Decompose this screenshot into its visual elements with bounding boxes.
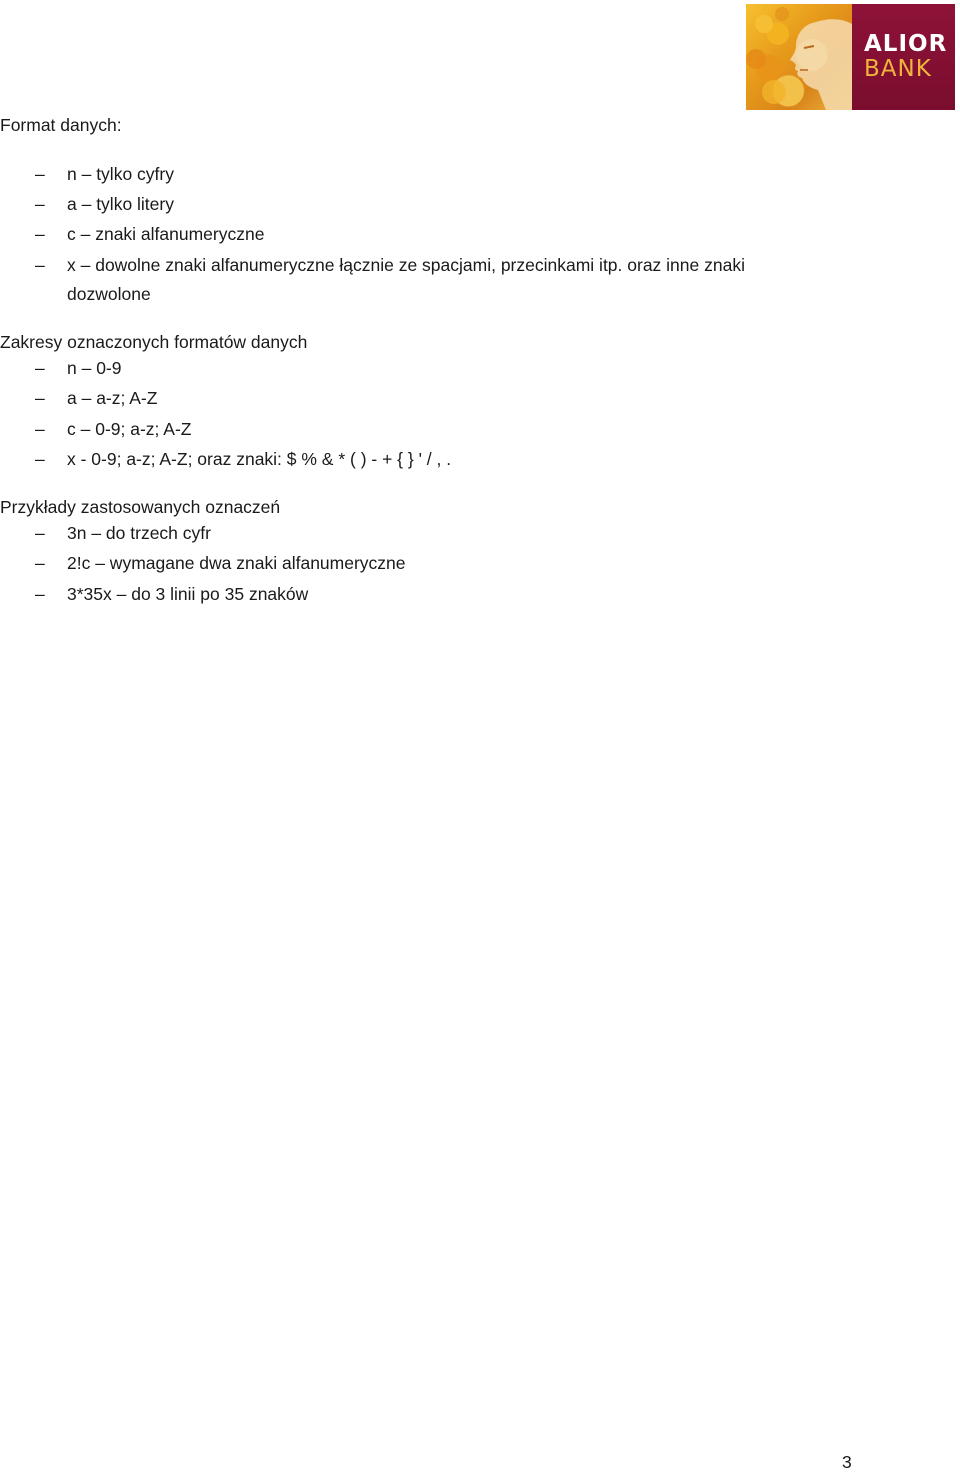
list-item-text: c – znaki alfanumeryczne <box>67 224 265 244</box>
bullet-dash: – <box>35 388 45 408</box>
bullet-dash: – <box>35 358 45 378</box>
list-item-continuation: dozwolone <box>67 284 151 304</box>
bullet-dash: – <box>35 584 45 604</box>
section-heading-format: Format danych: <box>0 115 122 135</box>
bullet-dash: – <box>35 164 45 184</box>
list-item-text: n – 0-9 <box>67 358 122 378</box>
section-heading-examples: Przykłady zastosowanych oznaczeń <box>0 497 281 517</box>
logo-word-bank: BANK <box>864 56 932 82</box>
face-profile-icon <box>746 4 852 110</box>
bullet-dash: – <box>35 255 45 275</box>
bullet-dash: – <box>35 553 45 573</box>
logo-word-alior: ALIOR <box>864 31 948 57</box>
logo-face-emblem <box>746 4 852 110</box>
bullet-dash: – <box>35 523 45 543</box>
list-item-text: 3*35x – do 3 linii po 35 znaków <box>67 584 309 604</box>
list-item-text: x – dowolne znaki alfanumeryczne łącznie ze spacjami, przecinkami itp. oraz inne znaki <box>67 255 745 275</box>
list-item-text: a – tylko litery <box>67 194 174 214</box>
list-item-text: n – tylko cyfry <box>67 164 174 184</box>
bullet-dash: – <box>35 224 45 244</box>
list-item-text: c – 0-9; a-z; A-Z <box>67 419 192 439</box>
page-number: 3 <box>842 1452 852 1472</box>
bullet-dash: – <box>35 194 45 214</box>
list-item-text: x - 0-9; a-z; A-Z; oraz znaki: $ % & * ( ) - + { } ' / , . <box>67 449 452 469</box>
list-item-text: 3n – do trzech cyfr <box>67 523 211 543</box>
alior-bank-logo <box>746 4 955 110</box>
bullet-dash: – <box>35 449 45 469</box>
list-item-text: 2!c – wymagane dwa znaki alfanumeryczne <box>67 553 406 573</box>
logo-wordmark <box>852 4 955 110</box>
list-item-text: a – a-z; A-Z <box>67 388 158 408</box>
bullet-dash: – <box>35 419 45 439</box>
section-heading-ranges: Zakresy oznaczonych formatów danych <box>0 332 308 352</box>
